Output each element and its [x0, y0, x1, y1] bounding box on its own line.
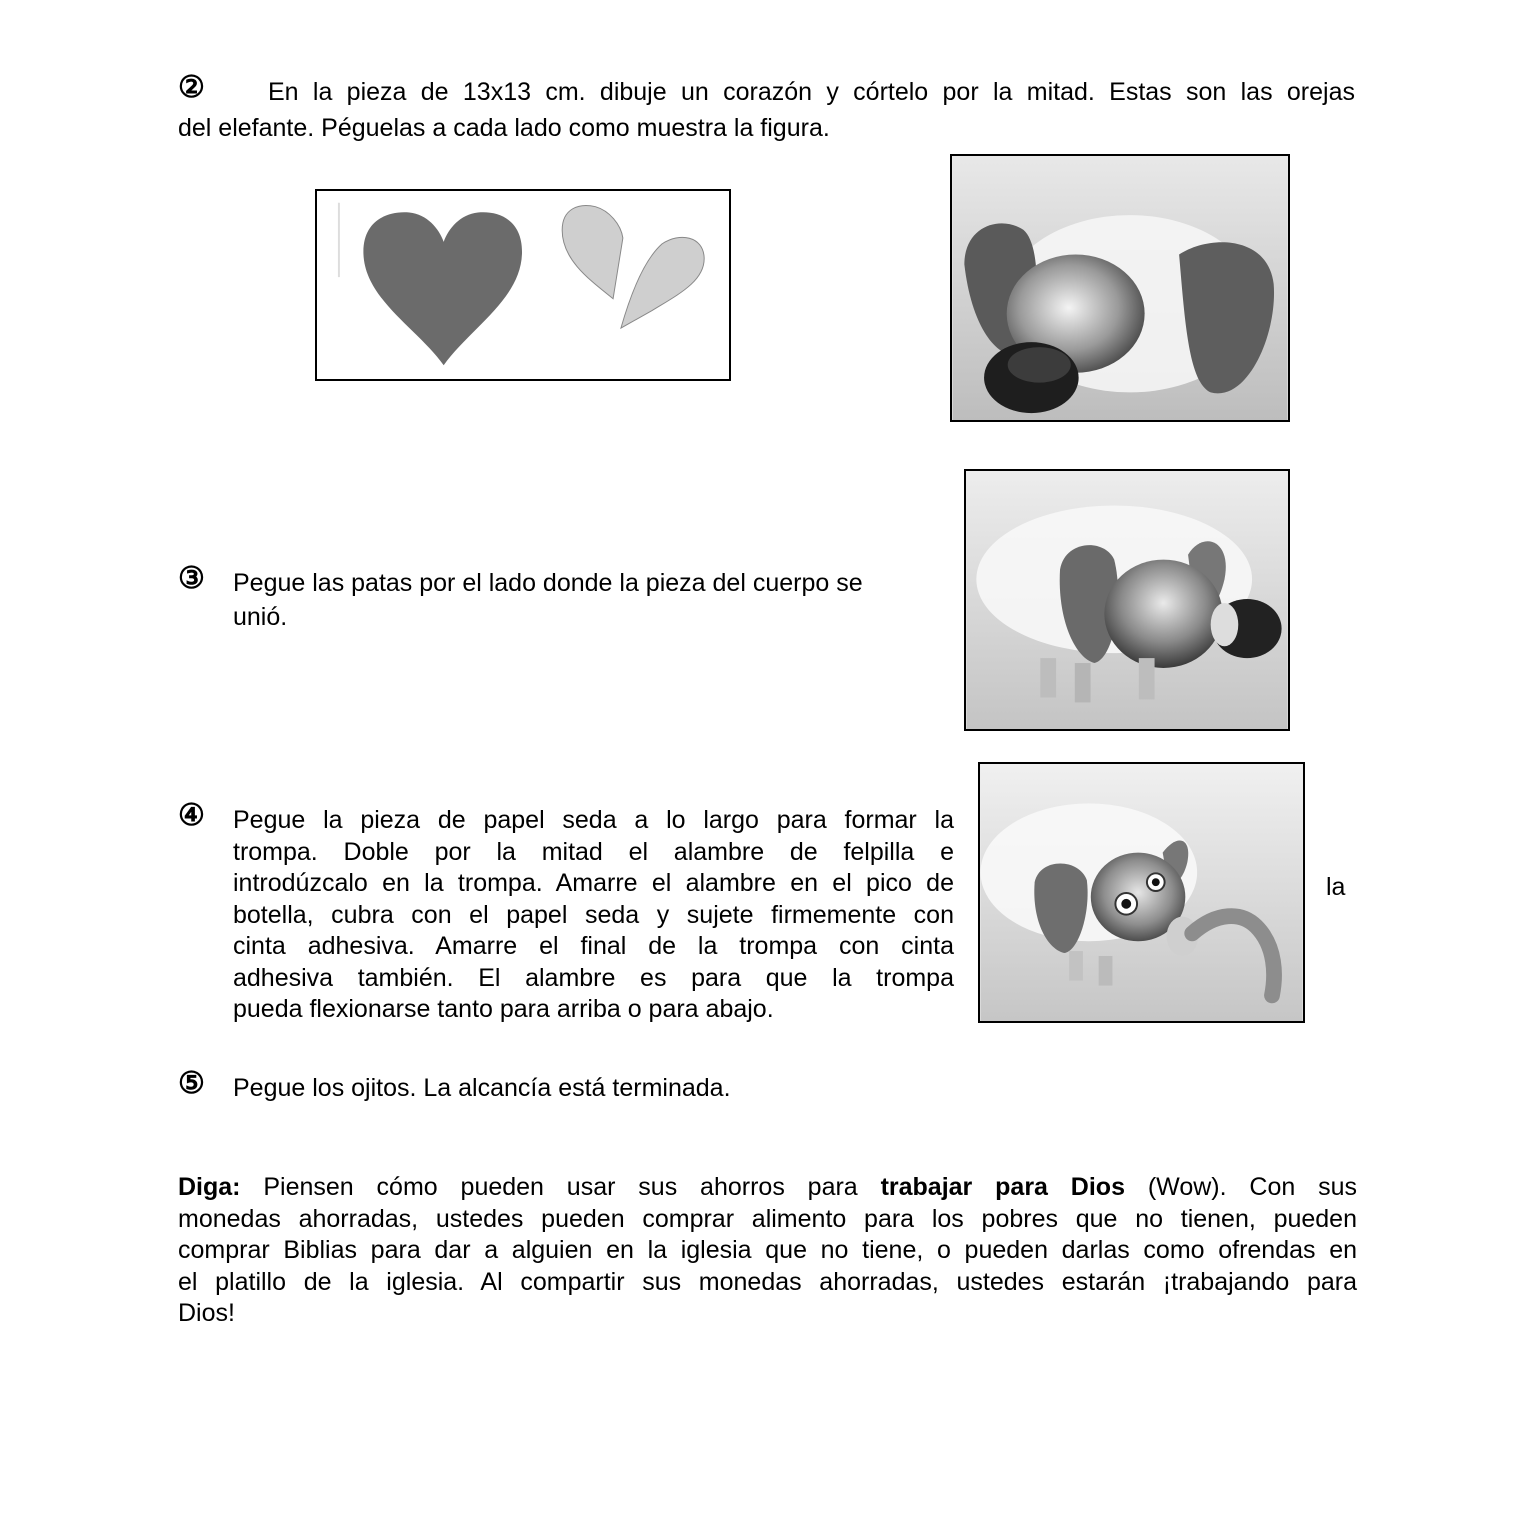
say-line-3: comprar Biblias para dar a alguien en la iglesia que no tiene, o pueden darlas como ofrendas en — [178, 1236, 1357, 1264]
step-4-line: trompa. Doble por la mitad el alambre de felpilla e — [233, 837, 954, 866]
say-label: Diga: — [178, 1173, 241, 1201]
step-4-line: botella, cubra con el papel seda y sujete firmemente con — [233, 900, 954, 929]
half-heart-left — [562, 206, 623, 299]
step-5-number: ⑤ — [178, 1067, 205, 1100]
heart-illustration — [317, 191, 729, 379]
step-4-trailing-word: la — [1326, 873, 1346, 901]
say-line-1 — [178, 1172, 1357, 1204]
photo-elephant-ears — [950, 154, 1290, 422]
say-line-4: el platillo de la iglesia. Al compartir sus monedas ahorradas, ustedes estarán ¡trabajando para — [178, 1267, 1357, 1296]
step-5-text: Pegue los ojitos. La alcancía está terminada. — [233, 1074, 731, 1102]
step-3-number: ③ — [178, 562, 205, 595]
step-4-line: cinta adhesiva. Amarre el final de la trompa con cinta — [233, 932, 954, 960]
photo-elephant-trunk — [978, 762, 1305, 1023]
step-4-line: introdúzcalo en la trompa. Amarre el alambre en el pico de — [233, 869, 954, 897]
step-4-line: pueda flexionarse tanto para arriba o para abajo. — [233, 995, 774, 1023]
say-line-1-b: (Wow). Con sus — [1147, 1173, 1358, 1201]
say-line-1-a: Piensen cómo pueden usar sus ahorros para — [263, 1173, 858, 1201]
step-4-number: ④ — [178, 799, 205, 832]
say-line-2: monedas ahorradas, ustedes pueden comprar alimento para los pobres que no tienen, pueden — [178, 1204, 1357, 1233]
step-2-line-2: del elefante. Péguelas a cada lado como muestra la figura. — [178, 114, 830, 142]
say-paragraph — [178, 1172, 1357, 1330]
say-line-1-bold: trabajar para Dios — [880, 1173, 1125, 1201]
photo-elephant-legs — [964, 469, 1290, 731]
step-3-line-2: unió. — [233, 603, 288, 631]
step-2-number: ② — [178, 71, 205, 104]
step-2-line-1: En la pieza de 13x13 cm. dibuje un corazón y córtelo por la mitad. Estas son las orejas — [268, 78, 1355, 106]
say-line-5: Dios! — [178, 1299, 235, 1327]
step-4-line: adhesiva también. El alambre es para que la trompa — [233, 963, 954, 992]
step-3-line-1: Pegue las patas por el lado donde la pieza del cuerpo se — [233, 569, 863, 597]
step-4-line: Pegue la pieza de papel seda a lo largo para formar la — [233, 806, 954, 834]
heart-shape — [363, 212, 522, 365]
heart-figure — [315, 189, 731, 381]
step-4-paragraph — [233, 805, 954, 1026]
half-heart-right — [621, 237, 704, 328]
